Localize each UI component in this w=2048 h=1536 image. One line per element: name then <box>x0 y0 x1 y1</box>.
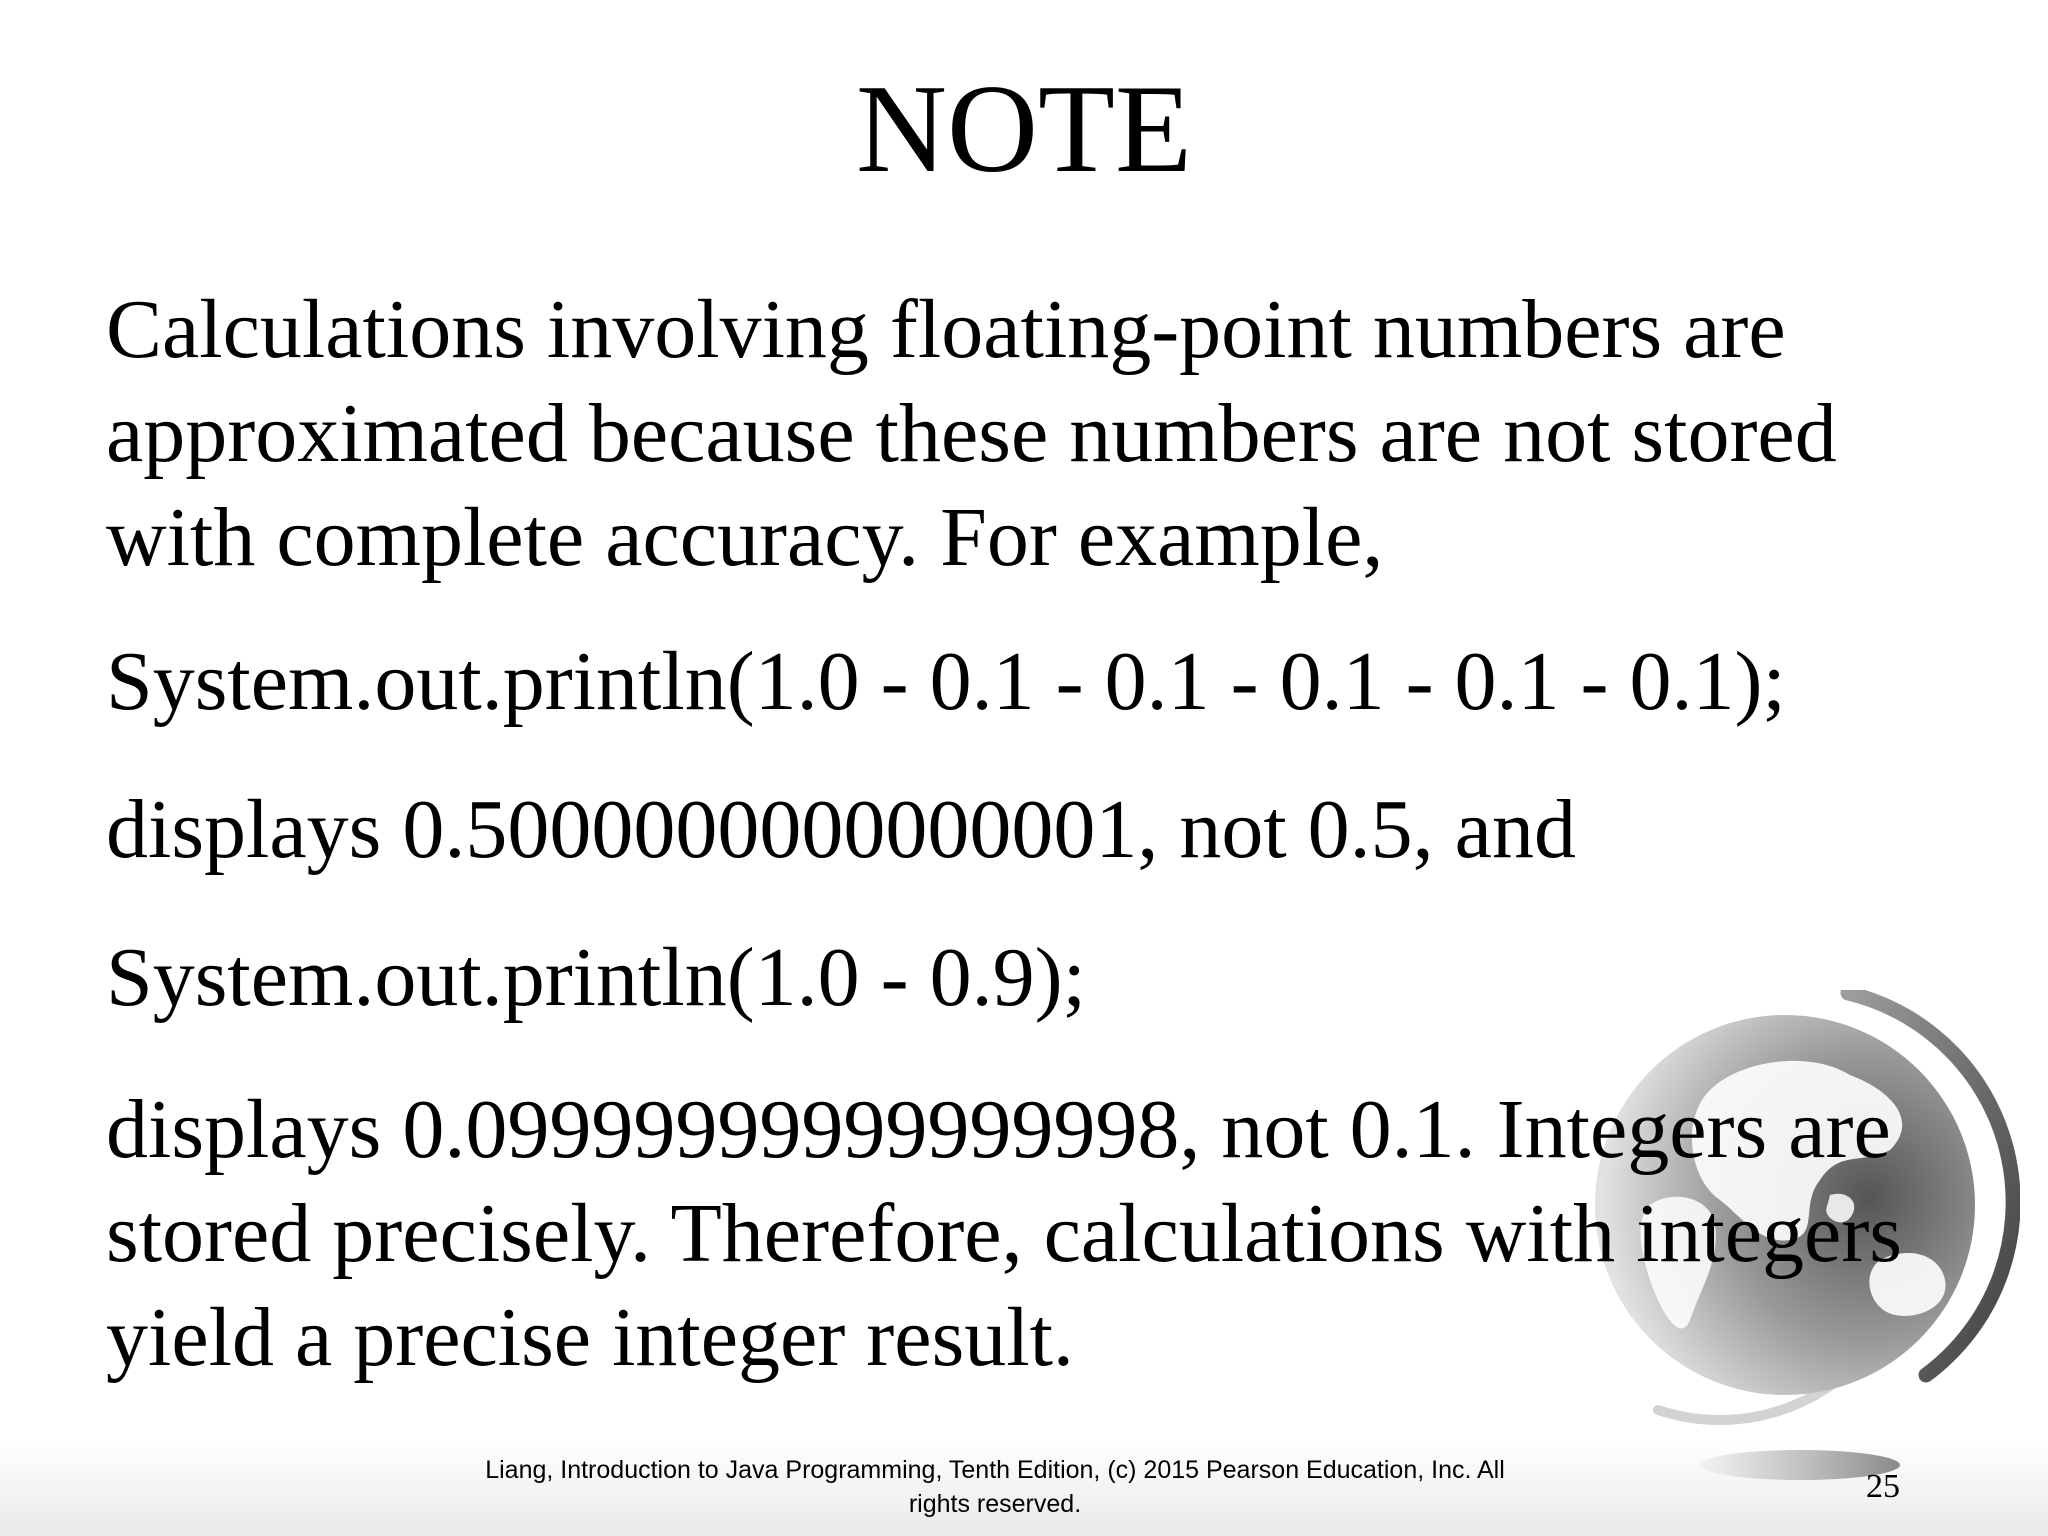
intro-line-1: Calculations involving floating-point numbers are <box>106 283 1786 376</box>
closing-line-2: stored precisely. Therefore, calculations with integers <box>106 1187 1902 1280</box>
closing-line-1: displays 0.09999999999999998, not 0.1. Integers are <box>106 1083 1891 1176</box>
slide-title: NOTE <box>856 60 1192 199</box>
footer-credit-line-2: rights reserved. <box>908 1490 1082 1518</box>
code-example-2: System.out.println(1.0 - 0.9); <box>106 931 1086 1024</box>
page-number: 25 <box>1866 1468 1900 1505</box>
intro-line-2: approximated because these numbers are not stored <box>106 387 1837 480</box>
footer-credit <box>400 1453 1590 1521</box>
code-example-1: System.out.println(1.0 - 0.1 - 0.1 - 0.1 - 0.1 - 0.1); <box>106 635 1786 728</box>
footer-credit-line-1: Liang, Introduction to Java Programming, Tenth Edition, (c) 2015 Pearson Education, Inc. All <box>485 1456 1505 1484</box>
intro-line-3: with complete accuracy. For example, <box>106 491 1384 584</box>
result-line-1: displays 0.5000000000000001, not 0.5, and <box>106 783 1576 876</box>
closing-line-3: yield a precise integer result. <box>106 1291 1074 1384</box>
